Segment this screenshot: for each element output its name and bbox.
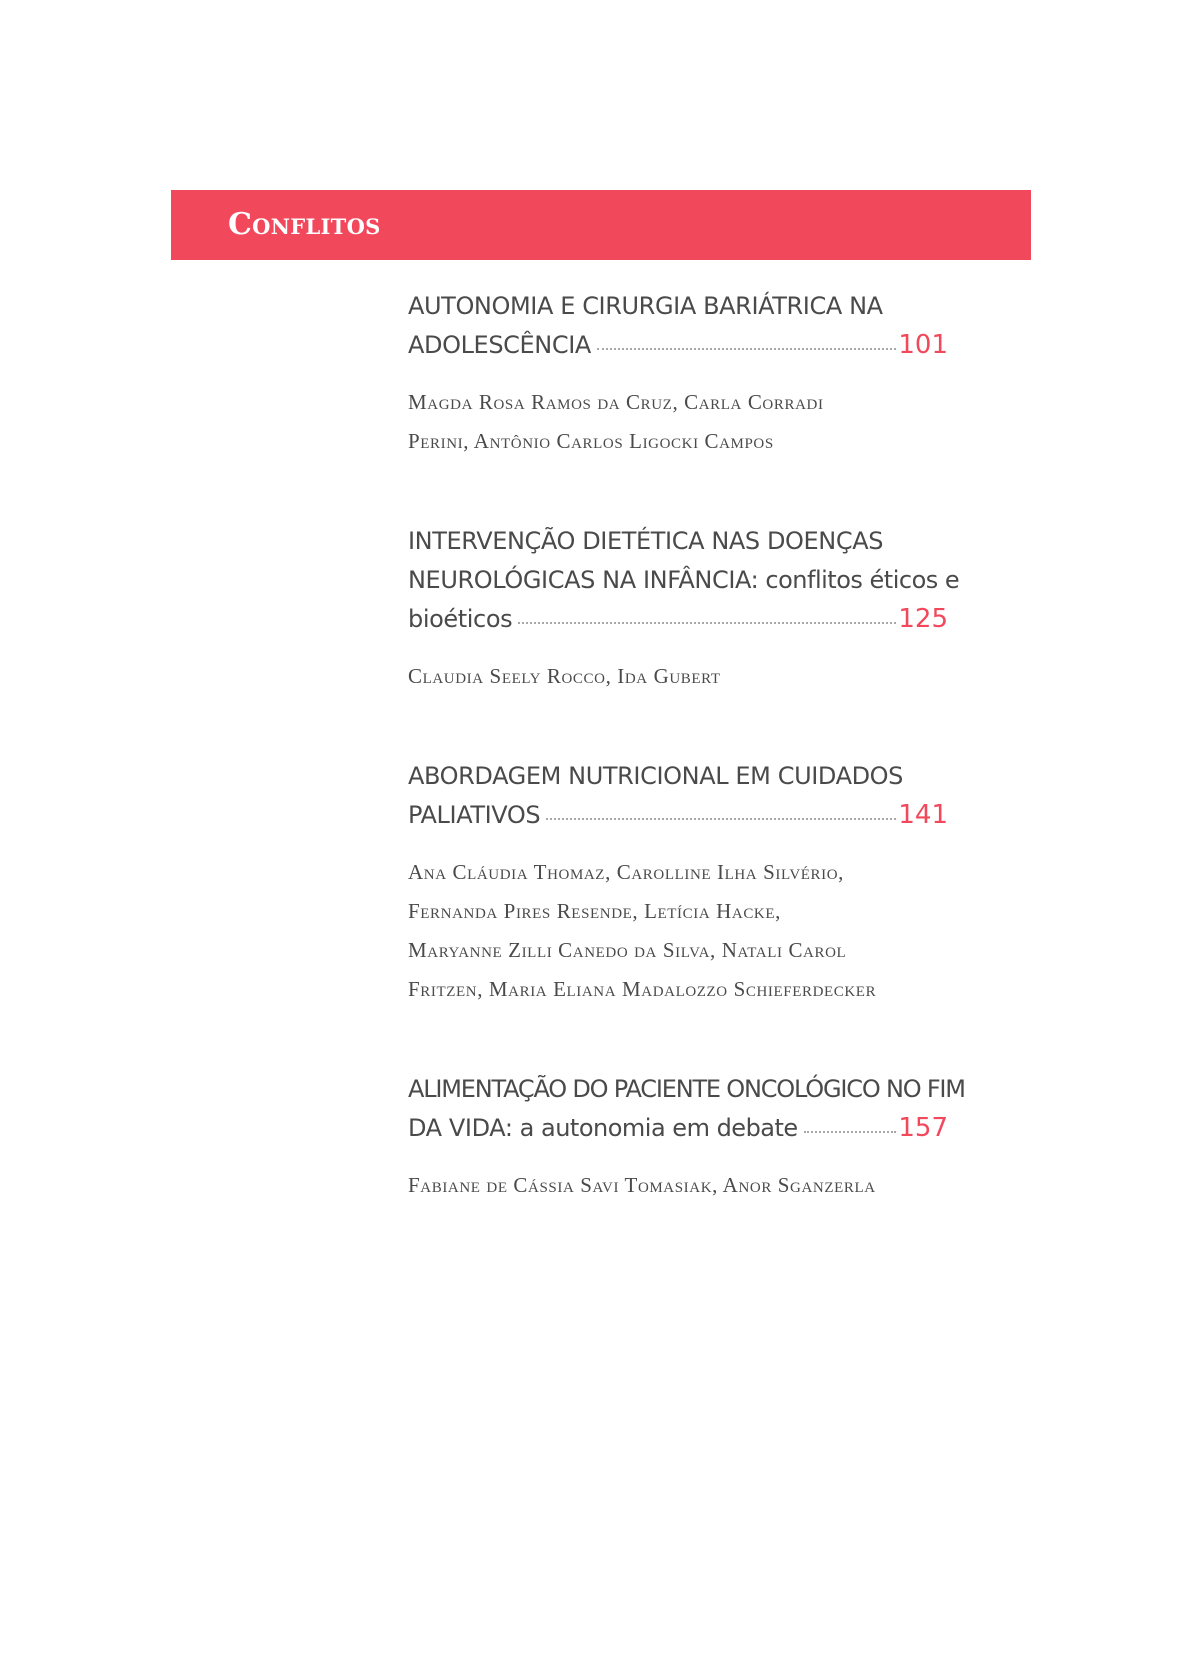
entry-title <box>408 522 968 639</box>
toc-entry[interactable] <box>408 757 968 1009</box>
author-line: Perini, Antônio Carlos Ligocki Campos <box>408 429 774 453</box>
entry-title-line <box>408 561 968 600</box>
author-line: Fritzen, Maria Eliana Madalozzo Schieferdecker <box>408 977 877 1001</box>
entry-title-line: ADOLESCÊNCIA <box>408 331 591 359</box>
entry-title <box>408 287 968 365</box>
page-number: 157 <box>898 1113 948 1143</box>
entry-title-line: PALIATIVOS <box>408 801 541 829</box>
entry-title-last-line <box>408 600 948 639</box>
entry-title-line: AUTONOMIA E CIRURGIA BARIÁTRICA NA <box>408 292 883 320</box>
page-number: 141 <box>898 800 948 830</box>
dot-leader <box>804 1129 897 1133</box>
dot-leader <box>597 346 896 350</box>
entry-title <box>408 757 968 835</box>
toc-entry[interactable] <box>408 1070 968 1205</box>
entry-title-line: ALIMENTAÇÃO DO PACIENTE ONCOLÓGICO NO FIM <box>408 1075 965 1103</box>
section-banner <box>171 190 1031 260</box>
author-line: Claudia Seely Rocco, Ida Gubert <box>408 664 721 688</box>
entry-title-last-line <box>408 796 948 835</box>
author-line: Fernanda Pires Resende, Letícia Hacke, <box>408 899 781 923</box>
toc-entry[interactable] <box>408 522 968 696</box>
entry-authors <box>408 1166 968 1205</box>
entry-authors <box>408 657 968 696</box>
author-line: Maryanne Zilli Canedo da Silva, Natali Carol <box>408 938 847 962</box>
section-title: Conflitos <box>228 207 381 242</box>
entry-title-last-line <box>408 326 948 365</box>
page-number: 101 <box>898 330 948 360</box>
entry-title-line: ABORDAGEM NUTRICIONAL EM CUIDADOS <box>408 762 903 790</box>
author-line: Fabiane de Cássia Savi Tomasiak, Anor Sganzerla <box>408 1173 876 1197</box>
entry-title-text: NEUROLÓGICAS NA INFÂNCIA: <box>408 566 759 594</box>
entry-subtitle: a autonomia em debate <box>512 1114 798 1142</box>
entry-title <box>408 1070 968 1148</box>
page-number: 125 <box>898 604 948 634</box>
entry-title-line: bioéticos <box>408 605 513 633</box>
entry-title-line: INTERVENÇÃO DIETÉTICA NAS DOENÇAS <box>408 527 884 555</box>
entry-authors <box>408 853 968 1009</box>
entry-title-line <box>408 1109 798 1148</box>
toc-entry[interactable] <box>408 287 968 461</box>
dot-leader <box>518 620 896 624</box>
entry-title-text: DA VIDA: <box>408 1114 513 1142</box>
entry-subtitle: conflitos éticos e <box>758 566 960 594</box>
entry-authors <box>408 383 968 461</box>
entry-title-last-line <box>408 1109 948 1148</box>
author-line: Ana Cláudia Thomaz, Carolline Ilha Silvério, <box>408 860 845 884</box>
author-line: Magda Rosa Ramos da Cruz, Carla Corradi <box>408 390 824 414</box>
dot-leader <box>546 816 896 820</box>
